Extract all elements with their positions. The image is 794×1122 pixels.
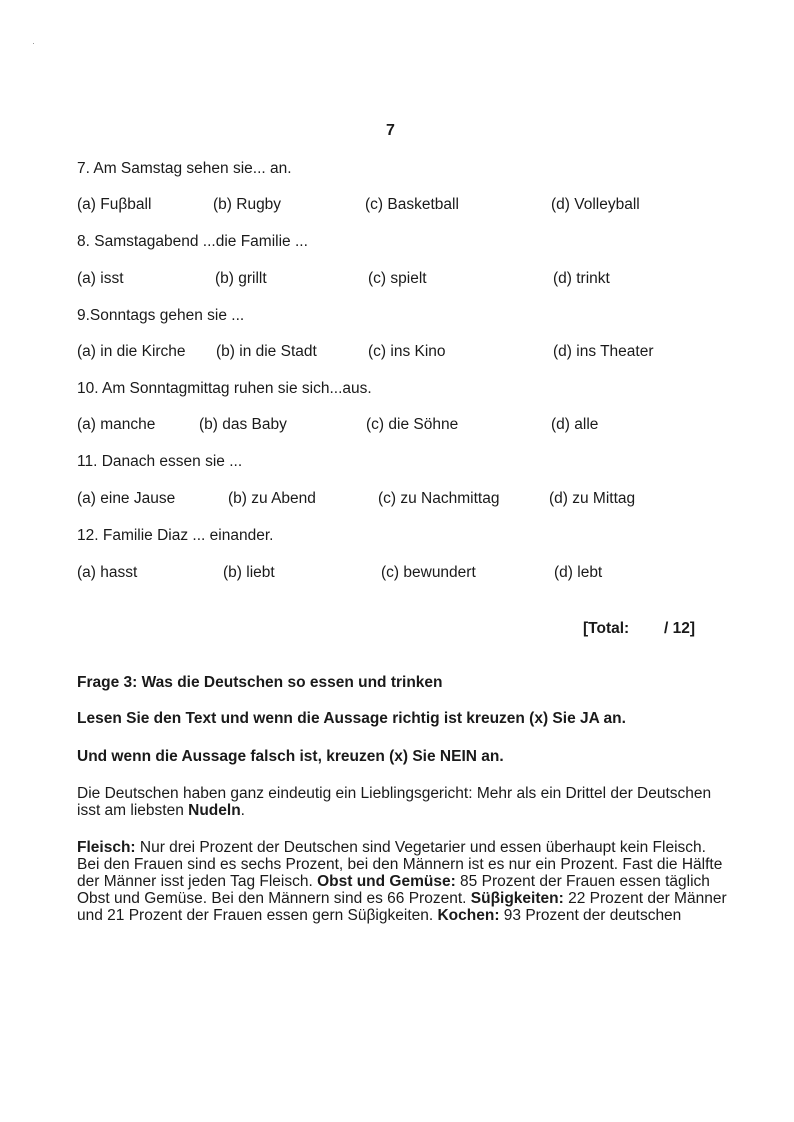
section-title: Frage 3: Was die Deutschen so essen und trinken	[77, 674, 443, 691]
question-text: 8. Samstagabend ...die Familie ...	[77, 233, 308, 250]
paragraph-facts	[77, 839, 727, 924]
paragraph-text: Nur drei Prozent der Deutschen sind Vegetarier und essen überhaupt kein Fleisch. Bei den Frauen sind es sechs Prozent, bei den Männern ist es nur ein Prozent. Fast die Hälfte der Männer isst jeden Tag Fleisch.	[77, 839, 723, 890]
total-label: [Total:	[583, 620, 630, 637]
option-a: (a) eine Jause	[77, 490, 176, 507]
question-text: 7. Am Samstag sehen sie... an.	[77, 160, 292, 177]
bold-term: Kochen:	[437, 907, 500, 924]
paragraph-intro	[77, 785, 727, 819]
scan-speck	[33, 43, 34, 44]
option-b: (b) zu Abend	[228, 490, 316, 507]
option-d: (d) alle	[551, 416, 599, 433]
option-c: (c) die Söhne	[366, 416, 459, 433]
paragraph-text: 22 Prozent der Männer und 21 Prozent der Frauen essen gern Süβigkeiten.	[77, 890, 727, 924]
option-c: (c) ins Kino	[368, 343, 446, 360]
question-text: 9.Sonntags gehen sie ...	[77, 307, 245, 324]
option-c: (c) Basketball	[365, 196, 459, 213]
option-c: (c) spielt	[368, 270, 427, 287]
option-b: (b) das Baby	[199, 416, 287, 433]
paragraph-text: Die Deutschen haben ganz eindeutig ein Lieblingsgericht: Mehr als ein Drittel der Deutschen isst am liebsten	[77, 785, 712, 819]
page-number: 7	[386, 122, 395, 139]
option-d: (d) trinkt	[553, 270, 610, 287]
bold-term: Fleisch:	[77, 839, 136, 856]
bold-term: Süβigkeiten:	[470, 890, 564, 907]
instruction-ja: Lesen Sie den Text und wenn die Aussage richtig ist kreuzen (x) Sie JA an.	[77, 710, 626, 727]
option-b: (b) liebt	[223, 564, 275, 581]
option-d: (d) zu Mittag	[549, 490, 636, 507]
option-d: (d) Volleyball	[551, 196, 640, 213]
option-c: (c) zu Nachmittag	[378, 490, 500, 507]
option-a: (a) manche	[77, 416, 156, 433]
question-text: 11. Danach essen sie ...	[77, 453, 243, 470]
paragraph-text: 93 Prozent der deutschen	[499, 907, 682, 924]
total-value: / 12]	[664, 620, 696, 637]
bold-term: Nudeln	[188, 802, 241, 819]
paragraph-text: 85 Prozent der Frauen essen täglich Obst und Gemüse. Bei den Männern sind es 66 Prozent.	[77, 873, 710, 907]
bold-term: Obst und Gemüse:	[317, 873, 456, 890]
option-c: (c) bewundert	[381, 564, 476, 581]
option-d: (d) ins Theater	[553, 343, 654, 360]
option-a: (a) isst	[77, 270, 124, 287]
question-text: 12. Familie Diaz ... einander.	[77, 527, 274, 544]
option-b: (b) Rugby	[213, 196, 282, 213]
question-text: 10. Am Sonntagmittag ruhen sie sich...aus.	[77, 380, 372, 397]
option-a: (a) hasst	[77, 564, 138, 581]
option-b: (b) grillt	[215, 270, 267, 287]
option-d: (d) lebt	[554, 564, 603, 581]
instruction-nein: Und wenn die Aussage falsch ist, kreuzen (x) Sie NEIN an.	[77, 748, 504, 765]
option-a: (a) in die Kirche	[77, 343, 186, 360]
paragraph-end: .	[240, 802, 245, 819]
option-b: (b) in die Stadt	[216, 343, 317, 360]
option-a: (a) Fuβball	[77, 196, 152, 213]
